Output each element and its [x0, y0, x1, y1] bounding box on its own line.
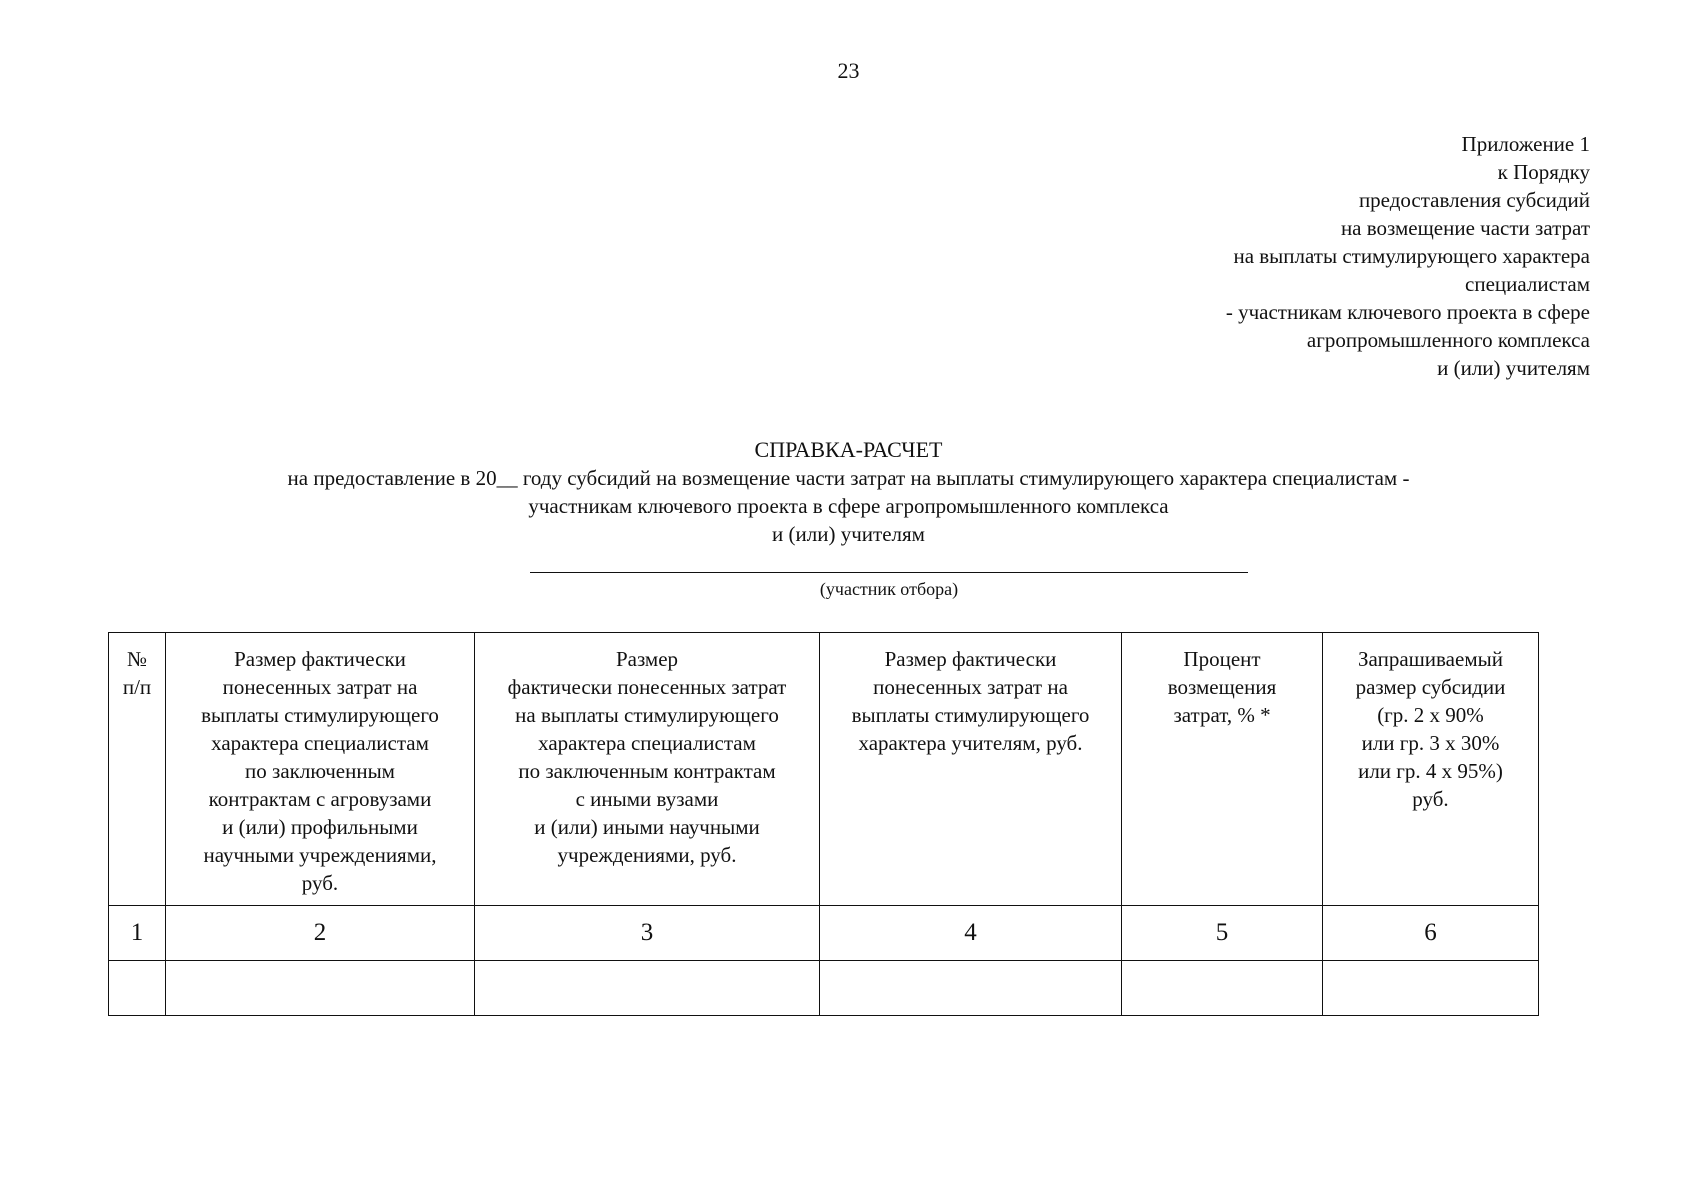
participant-caption: (участник отбора): [819, 579, 959, 599]
column-number-cell: 4: [820, 906, 1122, 961]
appendix-line: к Порядку: [1497, 160, 1590, 184]
header-cell-requested-subsidy: Запрашиваемый размер субсидии (гр. 2 х 90% или гр. 3 х 30% или гр. 4 х 95%) руб.: [1323, 633, 1539, 906]
header-cell-row-number: № п/п: [109, 633, 166, 906]
header-cell-agro-universities-costs: Размер фактически понесенных затрат на выплаты стимулирующего характера специалистам по заключенным контрактам с агровузами и (или) профильными научными учреждениями, руб.: [166, 633, 475, 906]
table-row: [109, 961, 1539, 1016]
column-number-cell: 3: [475, 906, 820, 961]
header-cell-other-universities-costs: Размер фактически понесенных затрат на выплаты стимулирующего характера специалистам по заключенным контрактам с иными вузами и (или) иными научными учреждениями, руб.: [475, 633, 820, 906]
column-number-cell: 1: [109, 906, 166, 961]
header-cell-teachers-costs: Размер фактически понесенных затрат на выплаты стимулирующего характера учителям, руб.: [820, 633, 1122, 906]
appendix-line: агропромышленного комплекса: [1306, 328, 1590, 352]
calculation-table: [108, 632, 1539, 1016]
table-cell: [166, 961, 475, 1016]
appendix-line: предоставления субсидий: [1358, 188, 1590, 212]
table-cell: [820, 961, 1122, 1016]
column-number-cell: 6: [1323, 906, 1539, 961]
document-subtitle-line: на предоставление в 20__ году субсидий на возмещение части затрат на выплаты стимулирующего характера специалистам -: [287, 466, 1410, 490]
appendix-reference: [1030, 130, 1590, 382]
appendix-line: Приложение 1: [1461, 132, 1590, 156]
document-title-block: [0, 436, 1697, 548]
column-number-cell: 2: [166, 906, 475, 961]
document-subtitle-line: участникам ключевого проекта в сфере агропромышленного комплекса: [528, 494, 1169, 518]
table-header-row: [109, 633, 1539, 906]
page-number: 23: [837, 58, 860, 83]
table-cell: [1323, 961, 1539, 1016]
column-number-row: [109, 906, 1539, 961]
table-cell: [475, 961, 820, 1016]
document-title: СПРАВКА-РАСЧЕТ: [754, 437, 943, 462]
appendix-line: на выплаты стимулирующего характера: [1233, 244, 1590, 268]
document-subtitle-line: и (или) учителям: [772, 522, 925, 546]
header-cell-reimbursement-percent: Процент возмещения затрат, % *: [1122, 633, 1323, 906]
column-number-cell: 5: [1122, 906, 1323, 961]
appendix-line: и (или) учителям: [1437, 356, 1590, 380]
participant-signature-line: [530, 572, 1248, 601]
table-cell: [1122, 961, 1323, 1016]
appendix-line: на возмещение части затрат: [1340, 216, 1590, 240]
appendix-line: - участникам ключевого проекта в сфере: [1225, 300, 1590, 324]
appendix-line: специалистам: [1465, 272, 1590, 296]
table-cell: [109, 961, 166, 1016]
